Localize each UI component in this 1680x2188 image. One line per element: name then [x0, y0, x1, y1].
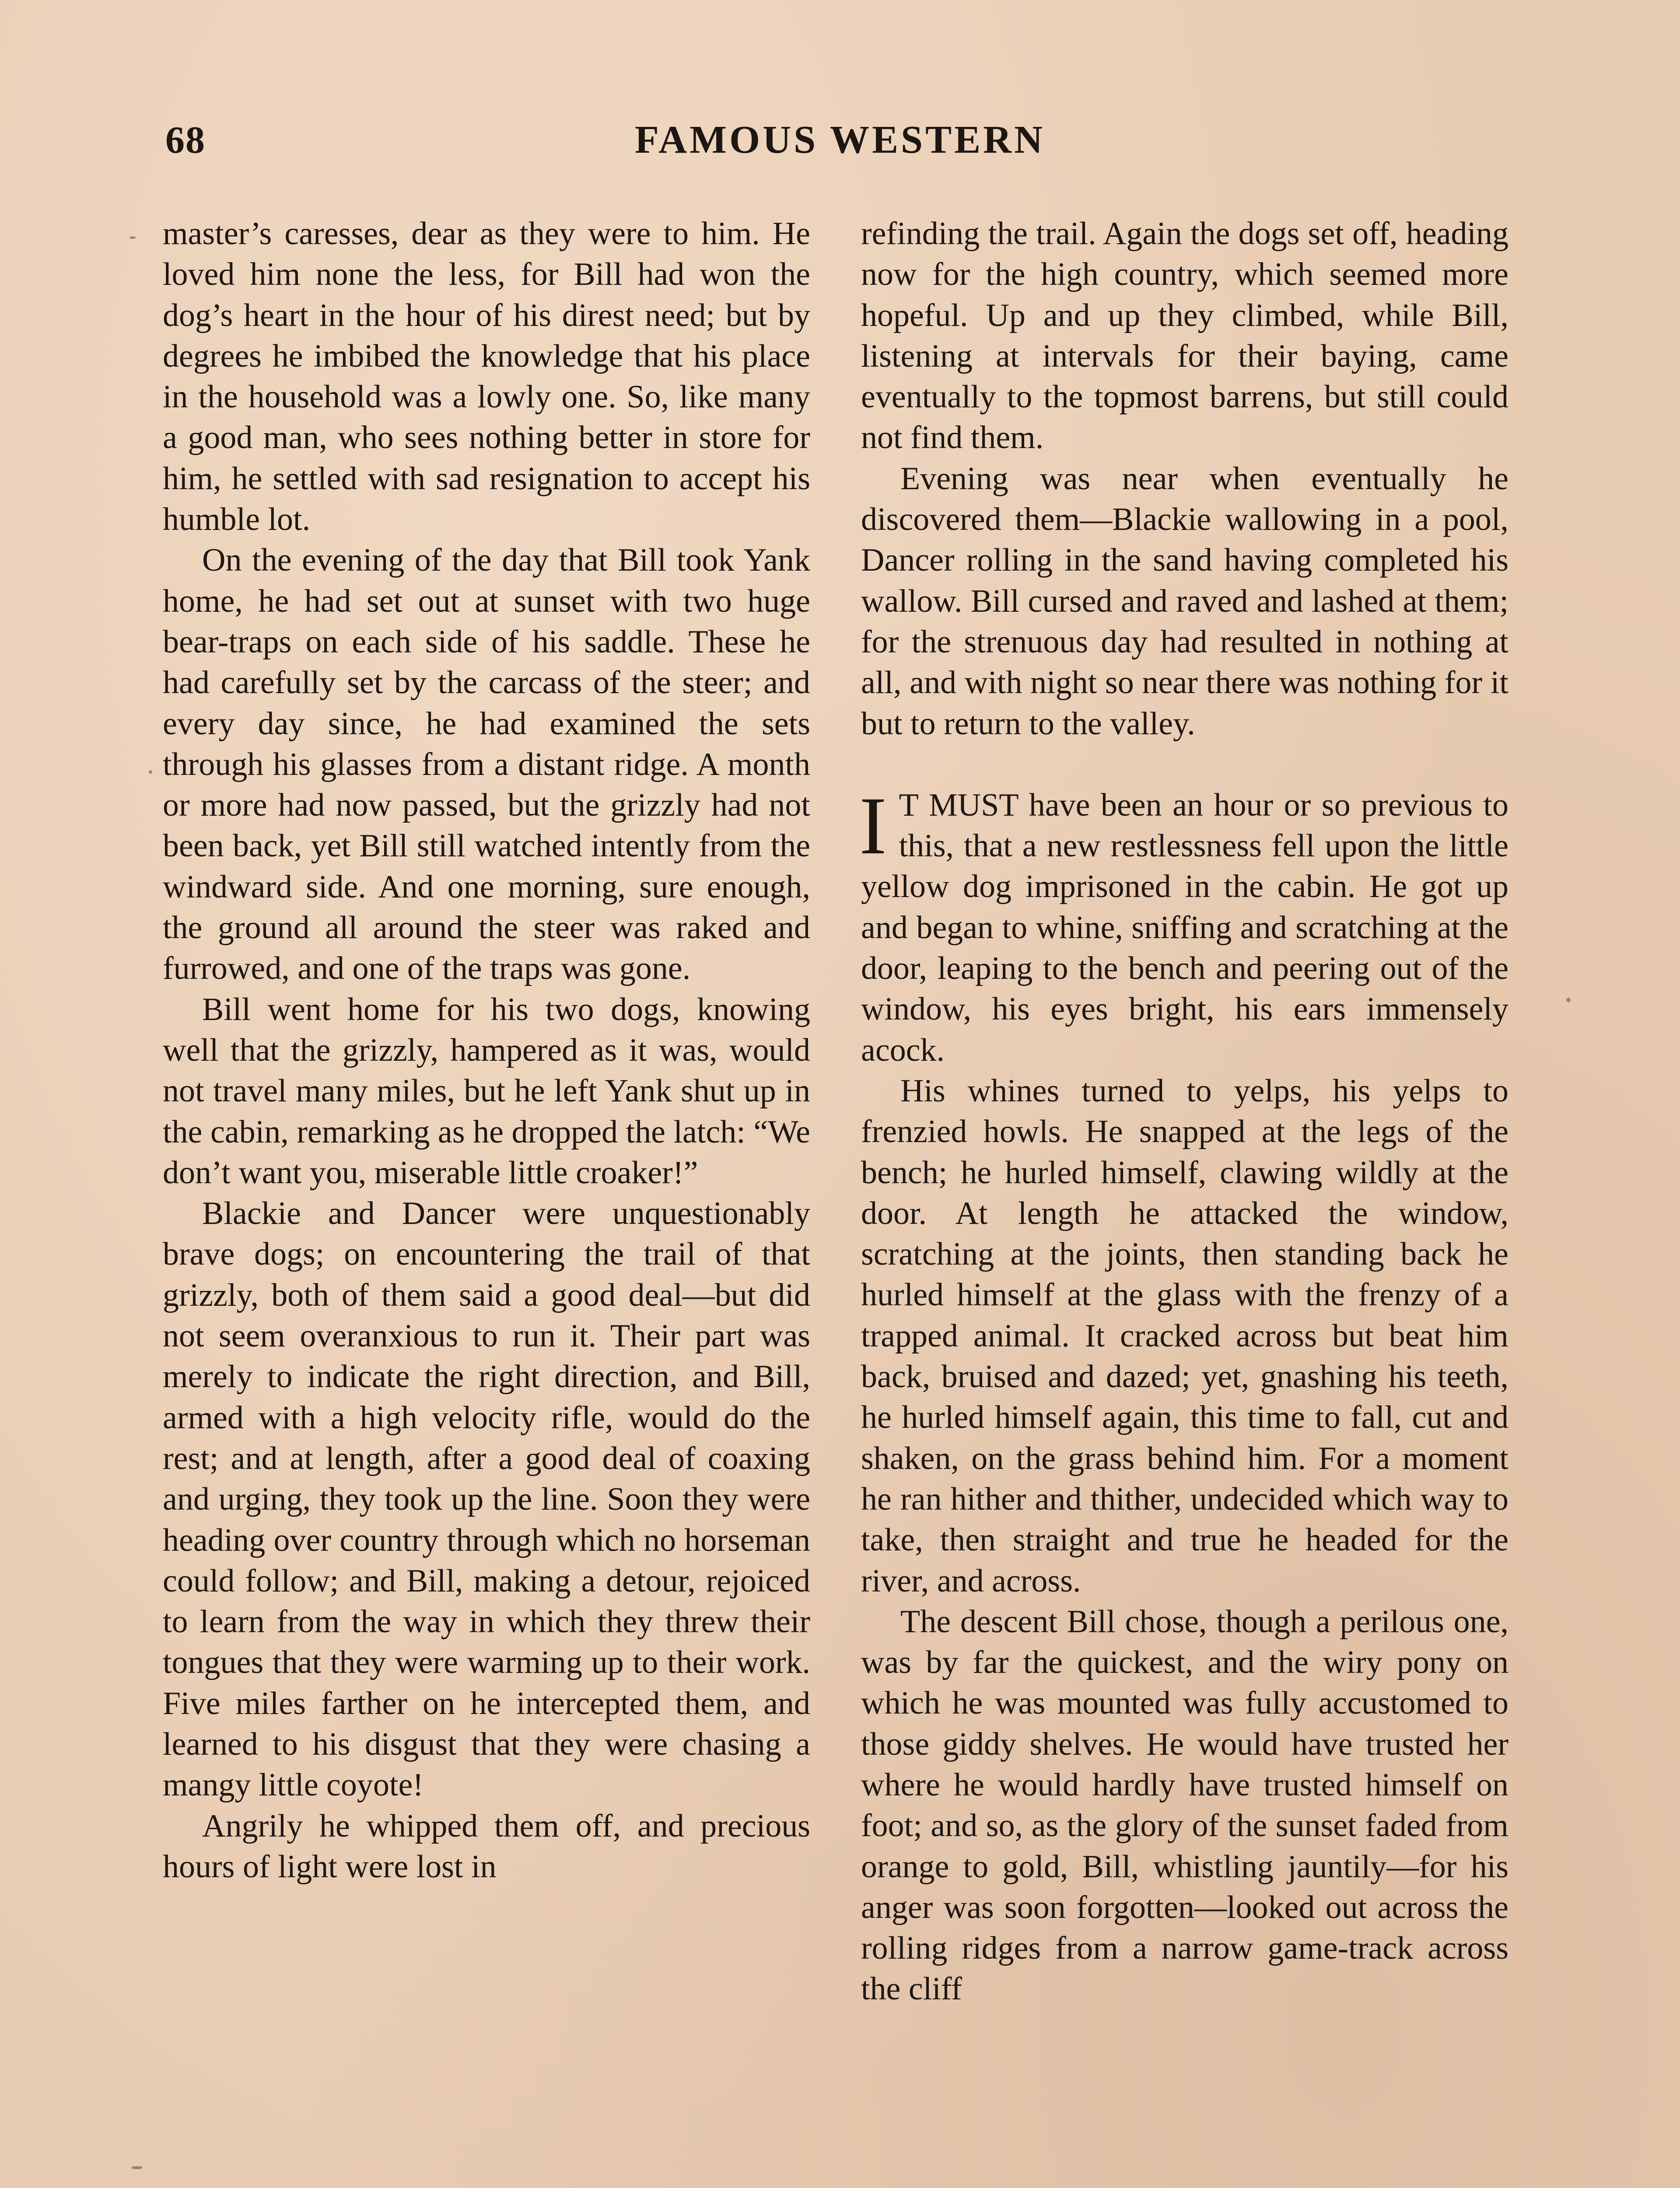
print-speck [130, 236, 136, 239]
paragraph: Bill went home for his two dogs, knowing well that the grizzly, hampered as it was, would not travel many miles, but he left Yank shut up in the cabin, remarking as he dropped the latch: “We don’t want you, miserable little croaker!” [163, 991, 810, 1191]
paragraph: refinding the trail. Again the dogs set off, heading now for the high country, which seemed more hopeful. Up and up they climbed, while Bill, listening at intervals for their baying, came eventually to the topmost barrens, but still could not find them. [861, 216, 1508, 456]
paragraph: Blackie and Dancer were unquestionably brave dogs; on encountering the trail of that grizzly, both of them said a good deal—but did not seem overanxious to run it. Their part was merely to indicate the right direction, and Bill, armed with a high velocity rifle, would do the rest; and at length, after a good deal of coaxing and urging, they took up the line. Soon they were heading over country through which no horseman could follow; and Bill, making a detour, rejoiced to learn from the way in which they threw their tongues that they were warming up to their work. Five miles farther on he intercepted them, and learned to his disgust that they were chasing a mangy little coyote! [163, 1196, 810, 1803]
paragraph: On the evening of the day that Bill took Yank home, he had set out at sunset with two huge bear-traps on each side of his saddle. These he had carefully set by the carcass of the steer; and every day since, he had examined the sets through his glasses from a distant ridge. A month or more had now passed, but the grizzly had not been back, yet Bill still watched intently from the windward side. And one morning, sure enough, the ground all around the steer was raked and furrowed, and one of the traps was gone. [163, 542, 810, 987]
drop-cap: I [859, 779, 887, 871]
print-speck [149, 770, 152, 774]
paragraph: His whines turned to yelps, his yelps to frenzied howls. He snapped at the legs of the bench; he hurled himself, clawing wildly at the door. At length he attacked the window, scratching at the joints, then standing back he hurled himself at the glass with the frenzy of a trapped animal. It cracked across but beat him back, bruised and dazed; yet, gnashing his teeth, he hurled himself again, this time to fall, cut and shaken, on the grass behind him. For a moment he ran hither and thither, undecided which way to take, then straight and true he headed for the river, and across. [861, 1073, 1508, 1599]
right-column [861, 214, 1508, 2010]
paragraph: master’s caresses, dear as they were to him. He loved him none the less, for Bill had won the dog’s heart in the hour of his direst need; but by degrees he imbibed the knowledge that his place in the household was a lowly one. So, like many a good man, who sees nothing better in store for him, he settled with sad resignation to accept his humble lot. [163, 216, 810, 538]
print-speck [1566, 998, 1571, 1002]
paragraph: The descent Bill chose, though a perilous one, was by far the quickest, and the wiry pony on which he was mounted was fully accustomed to those giddy shelves. He would have trusted her where he would hardly have trusted himself on foot; and so, as the glory of the sunset faded from orange to gold, Bill, whistling jauntily—for his anger was soon forgotten—looked out across the rolling ridges from a narrow game-track across the cliff [861, 1603, 1508, 2007]
left-column [163, 214, 810, 1887]
dropcap-paragraph [859, 779, 1508, 1071]
paragraph: Angrily he whipped them off, and precious hours of light were lost in [163, 1808, 810, 1885]
running-title: FAMOUS WESTERN [634, 118, 1046, 161]
dropcap-paragraph-text: T MUST have been an hour or so previous to this, that a new restlessness fell upon the little yellow dog imprisoned in the cabin. He got up and began to whine, sniffing and scratching at the door, leaping to the bench and peering out of the window, his eyes bright, his ears immensely acock. [861, 787, 1508, 1068]
print-speck [131, 2166, 143, 2169]
section-break [861, 744, 1508, 785]
paragraph: Evening was near when eventually he discovered them—Blackie wallowing in a pool, Dancer rolling in the sand having completed his wallow. Bill cursed and raved and lashed at them; for the strenuous day had resulted in nothing at all, and with night so near there was nothing for it but to return to the valley. [861, 460, 1508, 742]
page-number: 68 [165, 119, 206, 161]
